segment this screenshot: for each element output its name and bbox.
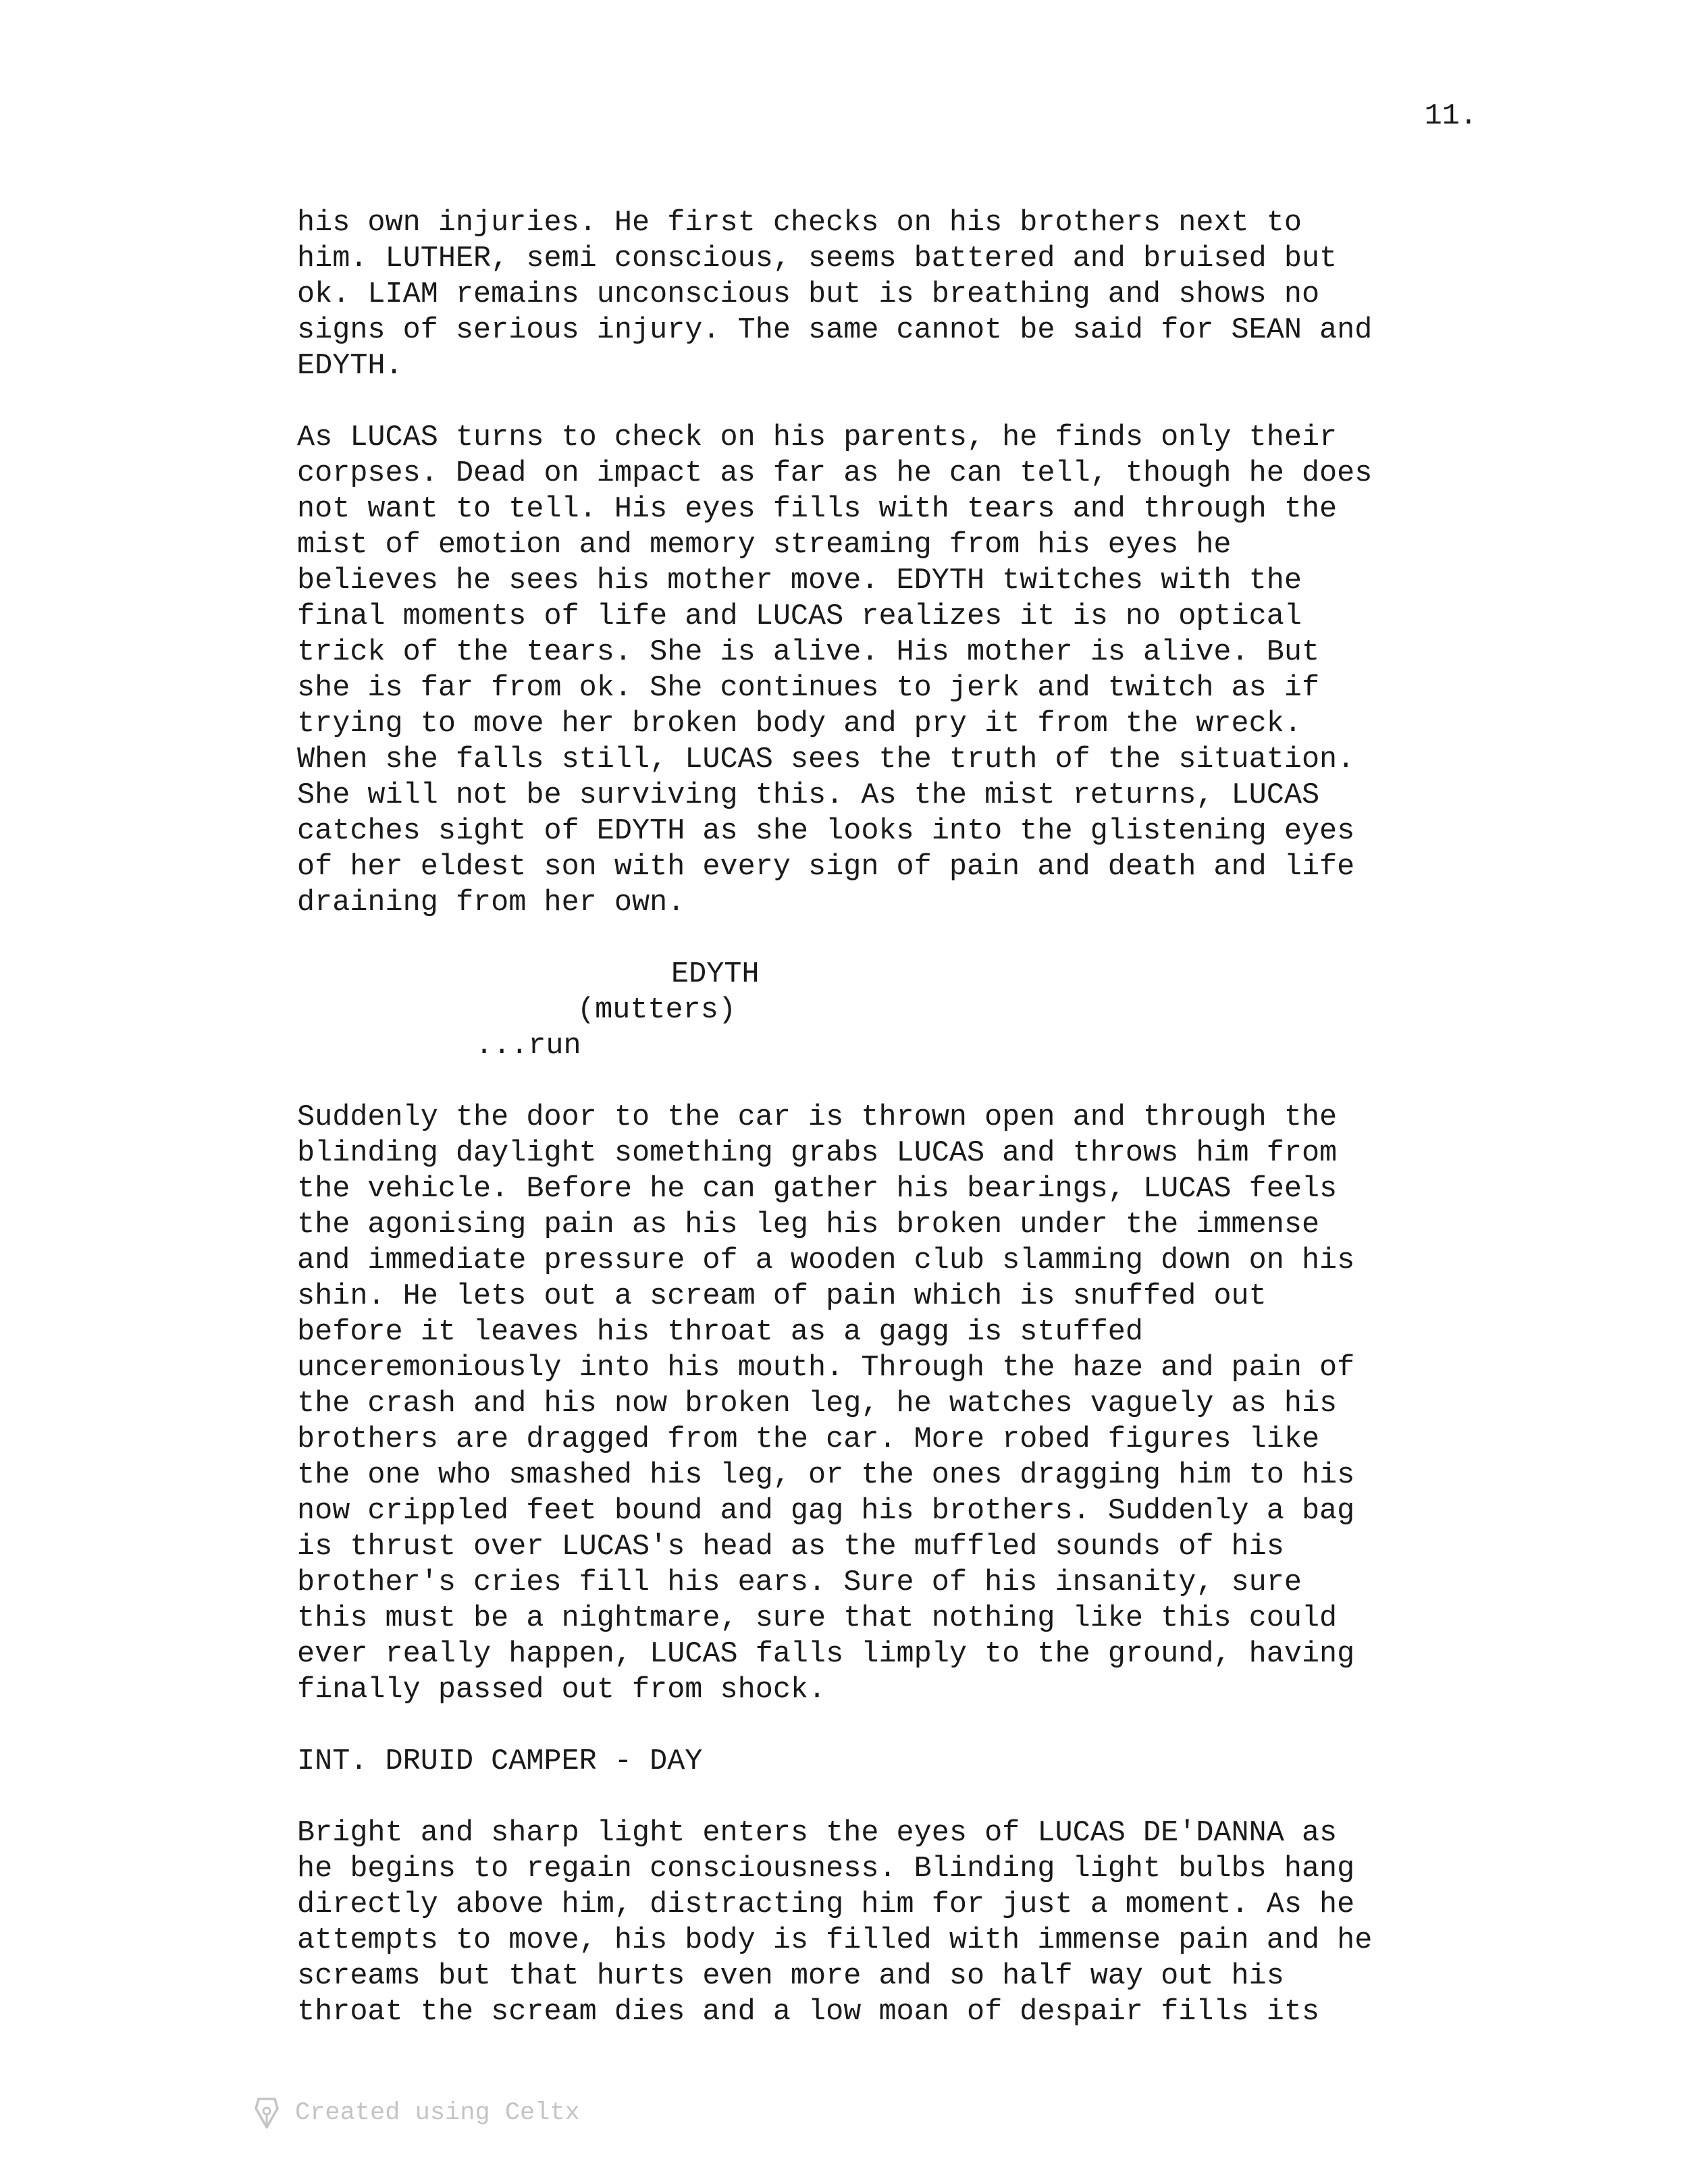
screenplay-page-body xyxy=(297,205,1566,2030)
action-line: throat the scream dies and a low moan of despair fills its xyxy=(297,1996,1320,2029)
action-line: is thrust over LUCAS's head as the muffled sounds of his xyxy=(297,1530,1284,1564)
action-line: EDYTH. xyxy=(297,350,403,383)
action-line: catches sight of EDYTH as she looks into the glistening eyes xyxy=(297,815,1355,848)
action-line: finally passed out from shock. xyxy=(297,1674,826,1707)
action-line: corpses. Dead on impact as far as he can tell, though he does xyxy=(297,457,1373,490)
action-line: not want to tell. His eyes fills with tears and through the xyxy=(297,493,1338,526)
action-line: unceremoniously into his mouth. Through the haze and pain of xyxy=(297,1352,1355,1385)
character-name: EDYTH xyxy=(671,958,760,991)
action-line: blinding daylight something grabs LUCAS and throws him from xyxy=(297,1137,1338,1170)
action-line: now crippled feet bound and gag his brothers. Suddenly a bag xyxy=(297,1495,1355,1528)
blank-line xyxy=(297,921,1566,957)
action-line: draining from her own. xyxy=(297,886,685,920)
action-line: before it leaves his throat as a gagg is stuffed xyxy=(297,1316,1144,1349)
action-line: his own injuries. He first checks on his brothers next to xyxy=(297,207,1302,240)
parenthetical: (mutters) xyxy=(577,994,736,1027)
action-line: trying to move her broken body and pry it from the wreck. xyxy=(297,708,1302,741)
celtx-pen-icon xyxy=(253,2096,280,2130)
action-line: brothers are dragged from the car. More robed figures like xyxy=(297,1423,1320,1456)
action-line: As LUCAS turns to check on his parents, he finds only their xyxy=(297,421,1338,454)
footer-watermark xyxy=(253,2096,580,2130)
action-line: the one who smashed his leg, or the ones dragging him to his xyxy=(297,1459,1355,1492)
action-line: ok. LIAM remains unconscious but is breathing and shows no xyxy=(297,278,1320,311)
dialogue-line: ...run xyxy=(475,1030,581,1063)
action-line: signs of serious injury. The same cannot be said for SEAN and xyxy=(297,314,1373,347)
action-line: this must be a nightmare, sure that nothing like this could xyxy=(297,1602,1338,1635)
action-paragraph-4 xyxy=(297,1815,1566,2030)
action-line: directly above him, distracting him for just a moment. As he xyxy=(297,1888,1355,1921)
action-line: and immediate pressure of a wooden club slamming down on his xyxy=(297,1244,1355,1277)
action-line: shin. He lets out a scream of pain which is snuffed out xyxy=(297,1280,1267,1313)
action-line: trick of the tears. She is alive. His mother is alive. But xyxy=(297,636,1320,669)
action-line: the vehicle. Before he can gather his bearings, LUCAS feels xyxy=(297,1173,1338,1206)
action-line: When she falls still, LUCAS sees the truth of the situation. xyxy=(297,743,1355,776)
action-line: brother's cries fill his ears. Sure of his insanity, sure xyxy=(297,1566,1302,1599)
footer-text: Created using Celtx xyxy=(295,2099,580,2127)
action-paragraph-1 xyxy=(297,205,1566,384)
action-line: Bright and sharp light enters the eyes of LUCAS DE'DANNA as xyxy=(297,1817,1338,1850)
scene-heading: INT. DRUID CAMPER - DAY xyxy=(297,1745,703,1778)
action-line: mist of emotion and memory streaming from his eyes he xyxy=(297,529,1232,562)
blank-line xyxy=(297,1064,1566,1100)
action-paragraph-3 xyxy=(297,1100,1566,1708)
action-line: the crash and his now broken leg, he watches vaguely as his xyxy=(297,1387,1338,1420)
blank-line xyxy=(297,384,1566,420)
dialogue-block xyxy=(297,957,1566,1064)
action-line: final moments of life and LUCAS realizes it is no optical xyxy=(297,600,1302,633)
page-number: 11. xyxy=(1424,100,1477,133)
blank-line xyxy=(297,1780,1566,1815)
action-line: he begins to regain consciousness. Blinding light bulbs hang xyxy=(297,1853,1355,1886)
action-line: She will not be surviving this. As the mist returns, LUCAS xyxy=(297,779,1320,812)
action-line: attempts to move, his body is filled with immense pain and he xyxy=(297,1924,1373,1957)
action-line: ever really happen, LUCAS falls limply to the ground, having xyxy=(297,1638,1355,1671)
action-paragraph-2 xyxy=(297,420,1566,921)
action-line: the agonising pain as his leg his broken under the immense xyxy=(297,1208,1320,1242)
action-line: screams but that hurts even more and so half way out his xyxy=(297,1960,1284,1993)
action-line: believes he sees his mother move. EDYTH twitches with the xyxy=(297,564,1302,597)
action-line: of her eldest son with every sign of pain and death and life xyxy=(297,851,1355,884)
blank-line xyxy=(297,1708,1566,1744)
action-line: him. LUTHER, semi conscious, seems battered and bruised but xyxy=(297,242,1338,275)
action-line: she is far from ok. She continues to jerk and twitch as if xyxy=(297,672,1320,705)
action-line: Suddenly the door to the car is thrown open and through the xyxy=(297,1101,1338,1134)
